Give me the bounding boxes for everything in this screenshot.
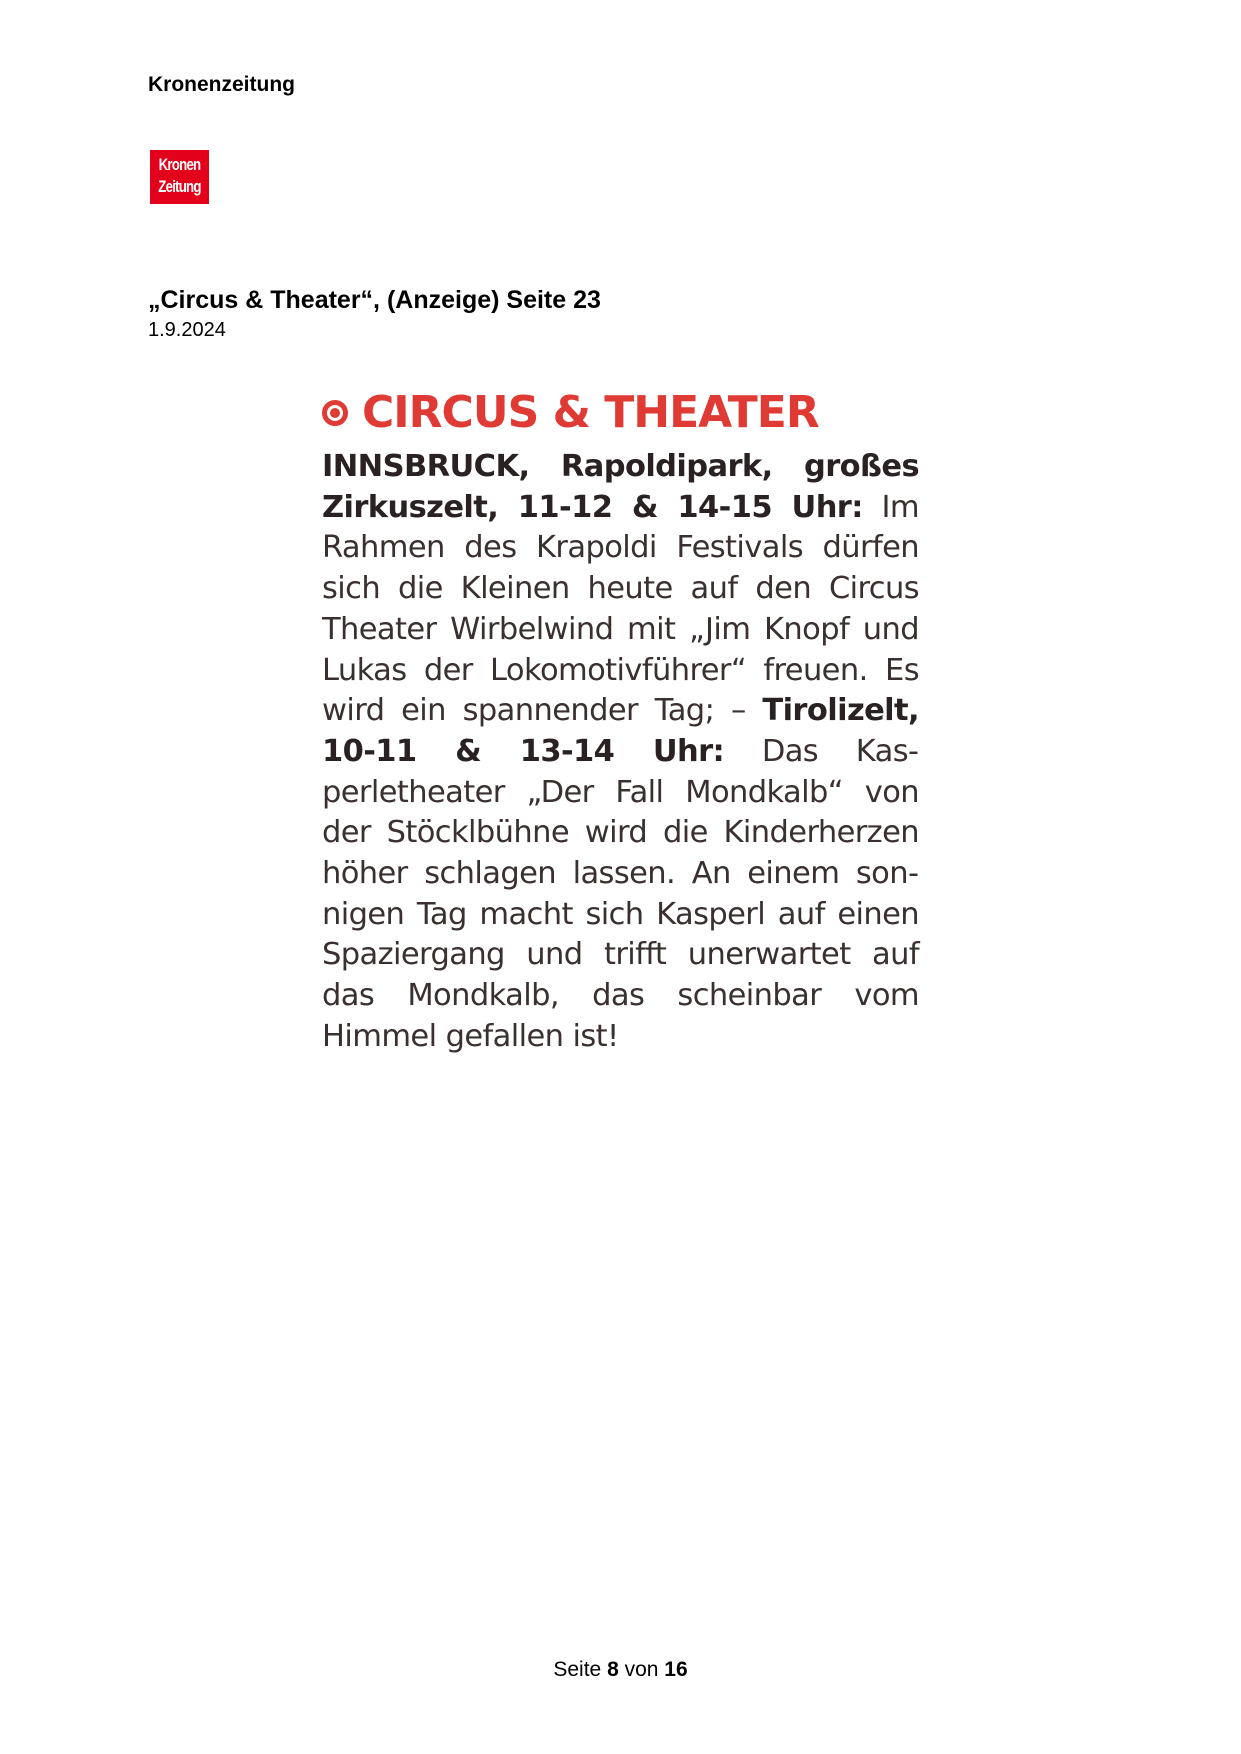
footer-prefix: Seite (553, 1658, 608, 1681)
target-icon (322, 400, 348, 426)
venue-2: Tirolizelt, 10-11 & 13-14 Uhr: (322, 693, 919, 769)
logo-line-2: Zeitung (158, 177, 201, 196)
footer-middle: von (618, 1658, 665, 1681)
article-text-2: Das Kasperletheater „Der Fall Mondkalb“ von der Stöcklbühne wird die Kinderherzen höher schlagen lassen. An einem sonnigen Tag macht sich Kasperl auf einen Spaziergang und trifft unerwartet auf das Mondkalb, das scheinbar vom Himmel gefallen ist! (322, 733, 919, 1054)
newspaper-clipping (322, 385, 919, 1058)
article-text-1: Im Rahmen des Krapoldi Festivals dürfen sich die Kleinen heute auf den Circus Theater Wirbelwind mit „Jim Knopf und Lukas der Lokomotivführer“ freuen. Es wird ein spannender Tag; – (322, 489, 919, 729)
total-pages: 16 (664, 1658, 688, 1681)
current-page: 8 (607, 1658, 619, 1681)
logo-line-1: Kronen (158, 155, 201, 174)
section-title: CIRCUS & THEATER (362, 387, 819, 438)
section-heading (322, 385, 919, 441)
publication-name: Kronenzeitung (148, 73, 295, 96)
page-footer (0, 1658, 1241, 1682)
article-date: 1.9.2024 (148, 319, 226, 341)
kronen-zeitung-logo (150, 150, 209, 204)
article-body (322, 447, 919, 1058)
venue-1: INNSBRUCK, Rapoldipark, großes Zirkuszelt, 11-12 & 14-15 Uhr: (322, 449, 919, 525)
article-headline: „Circus & Theater“, (Anzeige) Seite 23 (148, 286, 601, 314)
